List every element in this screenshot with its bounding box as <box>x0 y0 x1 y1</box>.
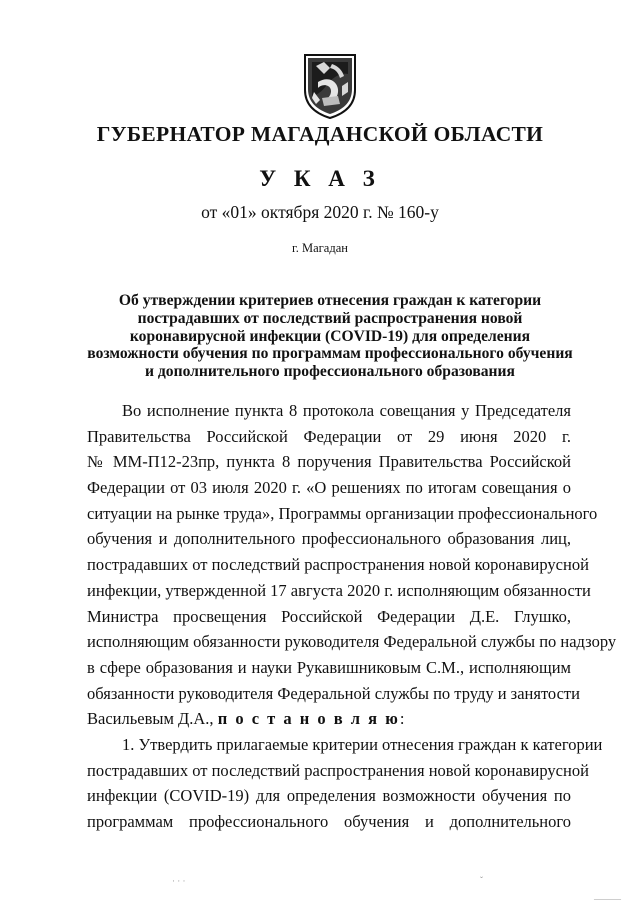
title-line: пострадавших от последствий распространения новой <box>137 309 523 327</box>
body-line: Федерации от 03 июля 2020 г. «О решениях по итогам совещания о <box>87 478 571 498</box>
body-line: Министра просвещения Российской Федерации Д.Е. Глушко, <box>87 606 571 626</box>
document-body <box>87 398 617 835</box>
body-line: в сфере образования и науки Рукавишниковым С.М., исполняющим <box>87 657 571 677</box>
document-date-number: от «01» октября 2020 г. № 160-у <box>201 202 439 222</box>
decree-word: п о с т а н о в л я ю <box>217 709 400 729</box>
title-line: Об утверждении критериев отнесения граждан к категории <box>118 292 542 309</box>
decree-colon: : <box>399 709 405 729</box>
scan-artifact: ——— <box>594 894 621 904</box>
item1-line: инфекции (COVID-19) для определения возможности обучения по <box>87 786 571 806</box>
body-line: исполняющим обязанности руководителя Федеральной службы по надзору <box>87 632 617 652</box>
scan-artifact: ˇ <box>480 875 483 885</box>
item1-line: пострадавших от последствий распространения новой коронавирусной <box>87 760 589 780</box>
body-line-decree <box>87 706 571 732</box>
body-line-prefix: Васильевым Д.А., <box>87 709 218 729</box>
scan-artifact: · · · <box>172 876 186 886</box>
title-line: и дополнительного профессионального образования <box>145 363 515 381</box>
body-line: № ММ-П12-23пр, пункта 8 поручения Правительства Российской <box>87 452 571 472</box>
title-line: возможности обучения по программам профессионального обучения <box>87 345 573 363</box>
document-type: У К А З <box>259 166 381 191</box>
body-line: Во исполнение пункта 8 протокола совещания у Председателя <box>122 401 571 420</box>
document-place: г. Магадан <box>292 241 348 255</box>
body-line: Правительства Российской Федерации от 29 июня 2020 г. <box>87 426 571 446</box>
body-line: инфекции, утвержденной 17 августа 2020 г. исполняющим обязанности <box>87 580 591 600</box>
body-line: ситуации на рынке труда», Программы организации профессионального <box>87 503 598 523</box>
title-line: коронавирусной инфекции (COVID-19) для определения <box>129 327 531 345</box>
item1-line: 1. Утвердить прилагаемые критерии отнесения граждан к категории <box>122 734 603 754</box>
body-line: обучения и дополнительного профессионального образования лиц, <box>87 529 571 549</box>
body-line: пострадавших от последствий распространения новой коронавирусной <box>87 555 589 575</box>
body-line: обязанности руководителя Федеральной службы по труду и занятости <box>87 683 580 703</box>
document-title <box>82 292 578 381</box>
issuing-authority: ГУБЕРНАТОР МАГАДАНСКОЙ ОБЛАСТИ <box>96 122 544 146</box>
coat-of-arms-icon <box>302 52 358 120</box>
item1-line: программам профессионального обучения и дополнительного <box>87 812 571 831</box>
